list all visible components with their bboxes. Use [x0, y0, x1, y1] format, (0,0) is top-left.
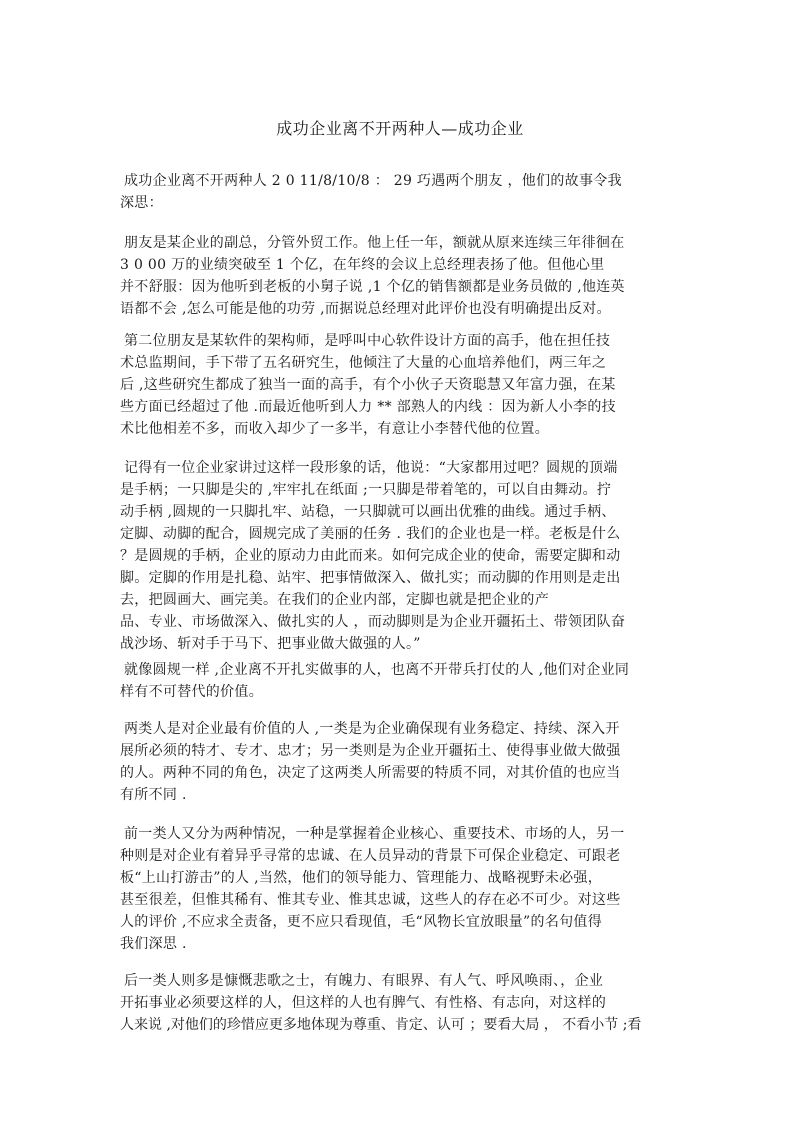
- text-line: 3 0 00 万的业绩突破至 1 个亿，在年终的会议上总经理表扬了他。但他心里: [120, 257, 605, 273]
- paragraph-1: [120, 170, 700, 214]
- paragraph-6: [120, 718, 700, 806]
- text-line: 我们深思 .: [120, 936, 187, 952]
- text-line: ？是圆规的手柄，企业的原动力由此而来。如何完成企业的使命，需要定脚和动: [120, 548, 621, 564]
- paragraph-8: [120, 970, 700, 1036]
- document-title: 成功企业离不开两种人—成功企业: [276, 119, 524, 138]
- text-line: 板“上山打游击”的人 ,当然，他们的领导能力、管理能力、战略视野未必强，: [120, 870, 603, 886]
- paragraph-3: [120, 330, 700, 440]
- text-line: 有所不同 .: [120, 787, 187, 803]
- text-line: 脚。定脚的作用是扎稳、站牢、把事情做深入、做扎实；而动脚的作用则是走出: [120, 570, 621, 586]
- paragraph-4: [120, 457, 700, 655]
- text-line: 语都不会 ,怎么可能是他的功劳 ,而据说总经理对此评价也没有明确提出反对。: [120, 301, 611, 317]
- paragraph-5: [120, 659, 700, 703]
- text-line: 人来说 ,对他们的珍惜应更多地体现为尊重、肯定、认可 ；要看大局 ， 不看小节 ;看: [120, 1017, 642, 1033]
- text-line: 品、专业、市场做深入、做扎实的人 ，而动脚则是为企业开疆拓土、带领团队奋: [120, 614, 626, 630]
- paragraph-2: [120, 232, 700, 320]
- text-line: 成功企业离不开两种人 2 0 11/8/10/8 ： 29 巧遇两个朋友 ，他们的故事令我: [124, 173, 622, 189]
- text-line: 术比他相差不多，而收入却少了一多半，有意让小李替代他的位置。: [120, 421, 549, 437]
- text-line: 后 ,这些研究生都成了独当一面的高手，有个小伙子天资聪慧又年富力强，在某: [120, 377, 616, 393]
- paragraph-7: [120, 823, 700, 955]
- text-line: 就像圆规一样 ,企业离不开扎实做事的人，也离不开带兵打仗的人 ,他们对企业同: [124, 662, 630, 678]
- text-line: 朋友是某企业的副总，分管外贸工作。他上任一年，额就从原来连续三年徘徊在: [124, 235, 625, 251]
- text-line: 深思：: [120, 195, 163, 211]
- text-line: 是手柄；一只脚是尖的 ,牢牢扎在纸面 ;一只脚是带着笔的，可以自由舞动。拧: [120, 482, 612, 498]
- text-line: 第二位朋友是某软件的架构师，是呼叫中心软件设计方面的高手，他在担任技: [124, 333, 611, 349]
- text-line: 战沙场、斩对手于马下、把事业做大做强的人。”: [120, 636, 421, 652]
- text-line: 记得有一位企业家讲过这样一段形象的话，他说：“大家都用过吧？圆规的顶端: [124, 460, 618, 476]
- text-line: 样有不可替代的价值。: [120, 684, 263, 700]
- text-line: 去，把圆画大、画完美。在我们的企业内部，定脚也就是把企业的产: [120, 592, 549, 608]
- text-line: 术总监期间，手下带了五名研究生，他倾注了大量的心血培养他们，两三年之: [120, 355, 607, 371]
- text-line: 并不舒服：因为他听到老板的小舅子说 ,1 个亿的销售额都是业务员做的 ,他连英: [120, 279, 625, 295]
- text-line: 前一类人又分为两种情况，一种是掌握着企业核心、重要技术、市场的人，另一: [124, 826, 625, 842]
- text-line: 后一类人则多是慷慨悲歌之士，有魄力、有眼界、有人气、呼风唤雨、，企业: [124, 973, 604, 989]
- text-line: 展所必须的特才、专才、忠才；另一类则是为企业开疆拓土、使得事业做大做强: [120, 743, 621, 759]
- text-line: 两类人是对企业最有价值的人 ,一类是为企业确保现有业务稳定、持续、深入开: [124, 721, 620, 737]
- text-line: 开拓事业必须要这样的人，但这样的人也有脾气、有性格、有志向，对这样的: [120, 995, 607, 1011]
- text-line: 甚至很差，但惟其稀有、惟其专业、惟其忠诚，这些人的存在必不可少。对这些: [120, 892, 621, 908]
- text-line: 的人。两种不同的角色，决定了这两类人所需要的特质不同，对其价值的也应当: [120, 765, 621, 781]
- text-line: 动手柄 ,圆规的一只脚扎牢、站稳，一只脚就可以画出优雅的曲线。通过手柄、: [120, 504, 616, 520]
- text-line: 定脚、动脚的配合，圆规完成了美丽的任务 . 我们的企业也是一样。老板是什么: [120, 526, 621, 542]
- text-line: 种则是对企业有着异乎寻常的忠诚、在人员异动的背景下可保企业稳定、可跟老: [120, 848, 621, 864]
- text-line: 人的评价 ,不应求全责备，更不应只看现值，毛“风物长宜放眼量”的名句值得: [120, 914, 603, 930]
- text-line: 些方面已经超过了他 .而最近他听到人力 ** 部熟人的内线 ：因为新人小李的技: [120, 399, 616, 415]
